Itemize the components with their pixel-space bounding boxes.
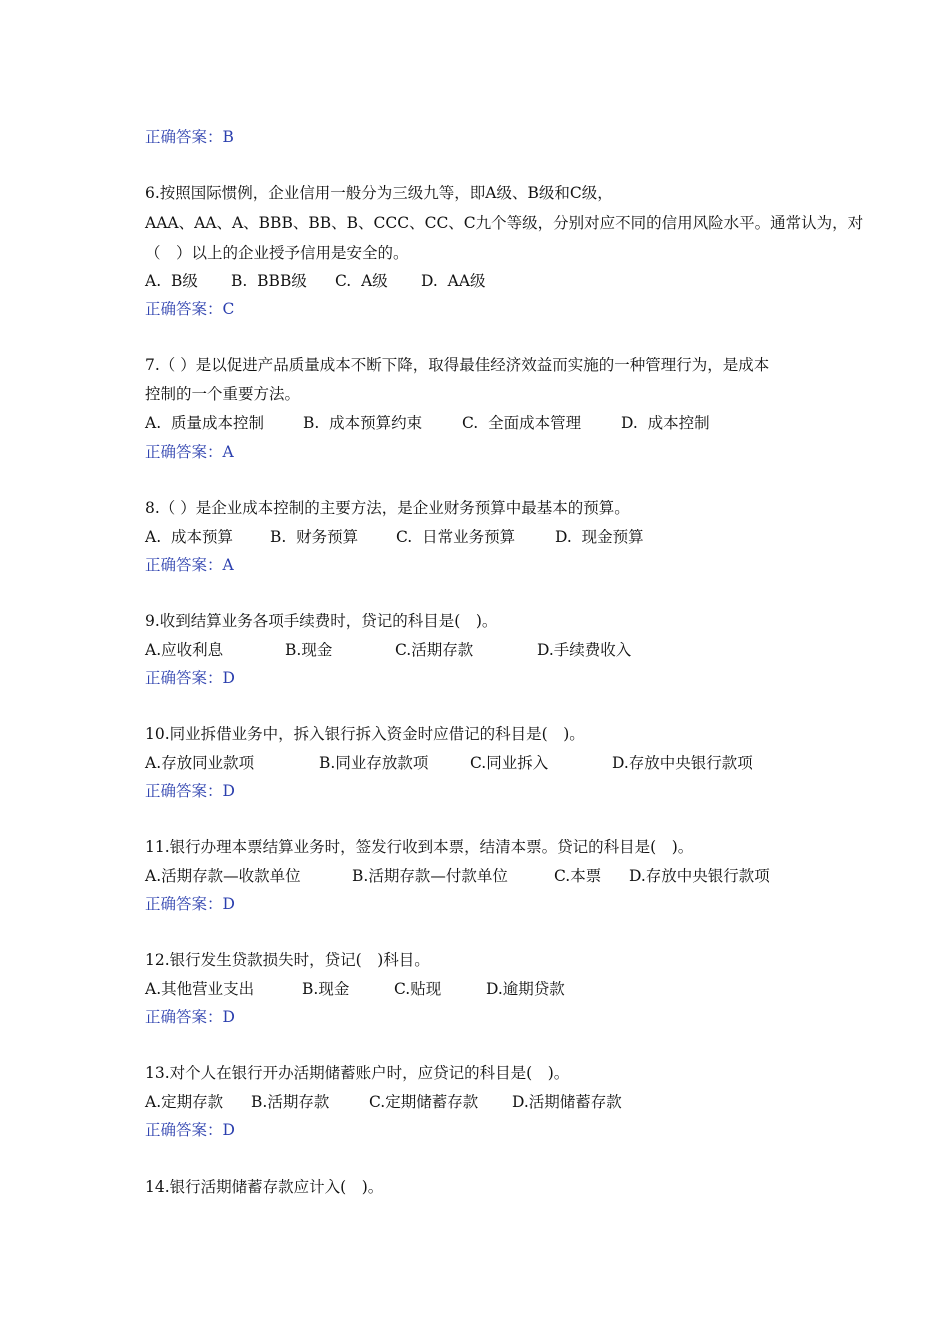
option: A.应收利息 xyxy=(145,641,224,659)
question-stem: 6.按照国际惯例，企业信用一般分为三级九等，即A级、B级和C级， xyxy=(145,184,613,202)
options-row xyxy=(145,753,753,773)
option: A. B级 xyxy=(145,272,198,290)
answer-line: 正确答案：A xyxy=(145,556,234,574)
question-stem: 14.银行活期储蓄存款应计入( )。 xyxy=(145,1178,384,1196)
option: C.活期存款 xyxy=(395,641,474,659)
option: B. BBB级 xyxy=(231,272,307,290)
option: D.手续费收入 xyxy=(537,641,632,659)
question-stem: 9.收到结算业务各项手续费时，贷记的科目是( )。 xyxy=(145,612,498,630)
options-row xyxy=(145,413,710,433)
options-row xyxy=(145,640,631,660)
option: D.存放中央银行款项 xyxy=(629,867,770,885)
option: A. 质量成本控制 xyxy=(145,414,264,432)
option: D. AA级 xyxy=(421,272,486,290)
option: B.现金 xyxy=(285,641,333,659)
option: A. 成本预算 xyxy=(145,528,233,546)
option: D.逾期贷款 xyxy=(486,980,565,998)
option: C. 全面成本管理 xyxy=(462,414,582,432)
answer-line: 正确答案：D xyxy=(145,895,235,913)
option: B. 财务预算 xyxy=(270,528,359,546)
options-row xyxy=(145,527,644,547)
option: C.贴现 xyxy=(394,980,442,998)
answer-line: 正确答案：B xyxy=(145,128,234,146)
options-row xyxy=(145,866,770,886)
answer-line: 正确答案：D xyxy=(145,1008,235,1026)
option: B. 成本预算约束 xyxy=(303,414,423,432)
question-stem: 11.银行办理本票结算业务时，签发行收到本票，结清本票。贷记的科目是( )。 xyxy=(145,838,694,856)
option: A.其他营业支出 xyxy=(145,980,255,998)
answer-line: 正确答案：D xyxy=(145,1121,235,1139)
option: C.定期储蓄存款 xyxy=(369,1093,479,1111)
option: C.同业拆入 xyxy=(470,754,549,772)
options-row xyxy=(145,979,565,999)
option: B.同业存放款项 xyxy=(319,754,429,772)
options-row xyxy=(145,271,486,291)
answer-line: 正确答案：D xyxy=(145,669,235,687)
option: D.活期储蓄存款 xyxy=(512,1093,622,1111)
answer-line: 正确答案：C xyxy=(145,300,235,318)
option: A.活期存款—收款单位 xyxy=(145,867,301,885)
option: B.活期存款 xyxy=(251,1093,330,1111)
option: B.现金 xyxy=(302,980,350,998)
option: D. 现金预算 xyxy=(555,528,644,546)
option: B.活期存款—付款单位 xyxy=(352,867,508,885)
question-stem: 控制的一个重要方法。 xyxy=(145,385,301,403)
question-stem: 8.（ ）是企业成本控制的主要方法，是企业财务预算中最基本的预算。 xyxy=(145,499,630,517)
answer-line: 正确答案：D xyxy=(145,782,235,800)
option: D. 成本控制 xyxy=(621,414,710,432)
options-row xyxy=(145,1092,622,1112)
question-stem: 7.（ ）是以促进产品质量成本不断下降，取得最佳经济效益而实施的一种管理行为，是成本 xyxy=(145,356,770,374)
option: C.本票 xyxy=(554,867,602,885)
option: D.存放中央银行款项 xyxy=(612,754,753,772)
answer-line: 正确答案：A xyxy=(145,443,234,461)
question-stem: 13.对个人在银行开办活期储蓄账户时，应贷记的科目是( )。 xyxy=(145,1064,570,1082)
question-stem: 10.同业拆借业务中，拆入银行拆入资金时应借记的科目是( )。 xyxy=(145,725,585,743)
question-stem: AAA、AA、A、BBB、BB、B、CCC、CC、C九个等级，分别对应不同的信用风险水平。通常认为，对 xyxy=(145,214,864,232)
option: C. A级 xyxy=(335,272,388,290)
option: C. 日常业务预算 xyxy=(396,528,516,546)
option: A.存放同业款项 xyxy=(145,754,255,772)
option: A.定期存款 xyxy=(145,1093,224,1111)
question-stem: （ ）以上的企业授予信用是安全的。 xyxy=(145,244,409,262)
question-stem: 12.银行发生贷款损失时，贷记( )科目。 xyxy=(145,951,430,969)
